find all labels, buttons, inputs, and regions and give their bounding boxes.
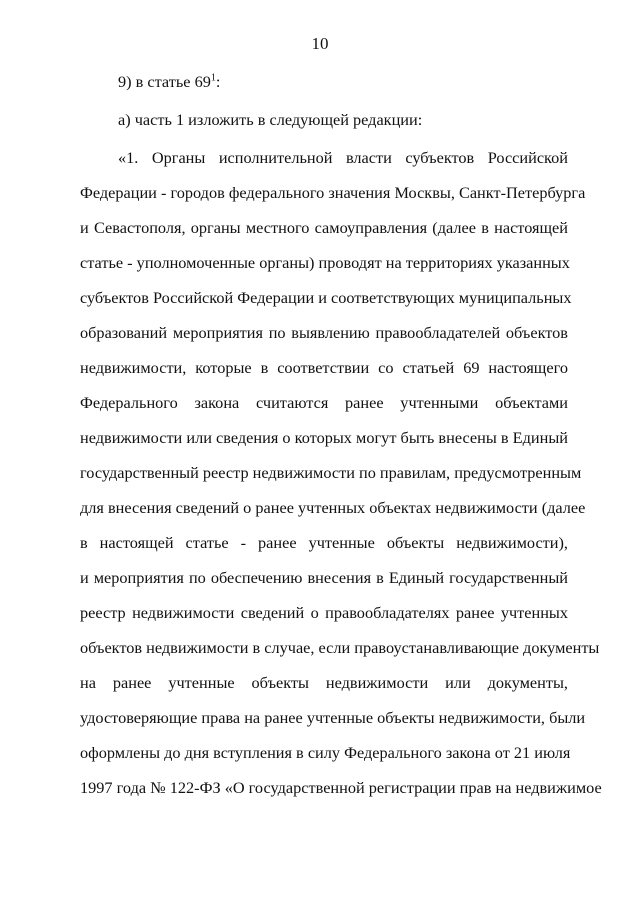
body-line: объектов недвижимости в случае, если правоустанавливающие документы — [80, 638, 600, 657]
body-line: статье - уполномоченные органы) проводят на территориях указанных — [80, 253, 570, 272]
body-line: государственный реестр недвижимости по правилам, предусмотренным — [80, 463, 582, 482]
body-line: образований мероприятия по выявлению правообладателей объектов — [80, 323, 568, 342]
subitem-heading: а) часть 1 изложить в следующей редакции: — [118, 110, 423, 129]
body-line: для внесения сведений о ранее учтенных объектах недвижимости (далее — [80, 498, 586, 517]
item-heading-suffix: : — [215, 72, 221, 91]
body-line: Федерации - городов федерального значения Москвы, Санкт-Петербурга — [80, 183, 586, 202]
body-line: и мероприятия по обеспечению внесения в Единый государственный — [80, 568, 568, 587]
page-number: 10 — [311, 34, 329, 53]
body-line: Федерального закона считаются ранее учтенными объектами — [80, 393, 568, 412]
body-line: и Севастополя, органы местного самоуправления (далее в настоящей — [80, 218, 568, 237]
body-line: 1997 года № 122-ФЗ «О государственной регистрации прав на недвижимое — [80, 778, 602, 797]
body-line: в настоящей статье - ранее учтенные объекты недвижимости), — [80, 533, 568, 552]
body-line: «1. Органы исполнительной власти субъектов Российской — [118, 148, 568, 167]
item-heading-text: 9) в статье 69 — [118, 72, 211, 91]
body-line: реестр недвижимости сведений о правообладателях ранее учтенных — [80, 603, 568, 622]
body-line: субъектов Российской Федерации и соответствующих муниципальных — [80, 288, 572, 307]
body-line: недвижимости или сведения о которых могут быть внесены в Единый — [80, 428, 568, 447]
body-line: удостоверяющие права на ранее учтенные объекты недвижимости, были — [80, 708, 586, 727]
item-heading — [118, 72, 518, 92]
item-heading-superscript: 1 — [210, 72, 216, 84]
body-line: недвижимости, которые в соответствии со статьей 69 настоящего — [80, 358, 568, 377]
body-line: на ранее учтенные объекты недвижимости или документы, — [80, 673, 568, 692]
body-line: оформлены до дня вступления в силу Федерального закона от 21 июля — [80, 743, 571, 762]
